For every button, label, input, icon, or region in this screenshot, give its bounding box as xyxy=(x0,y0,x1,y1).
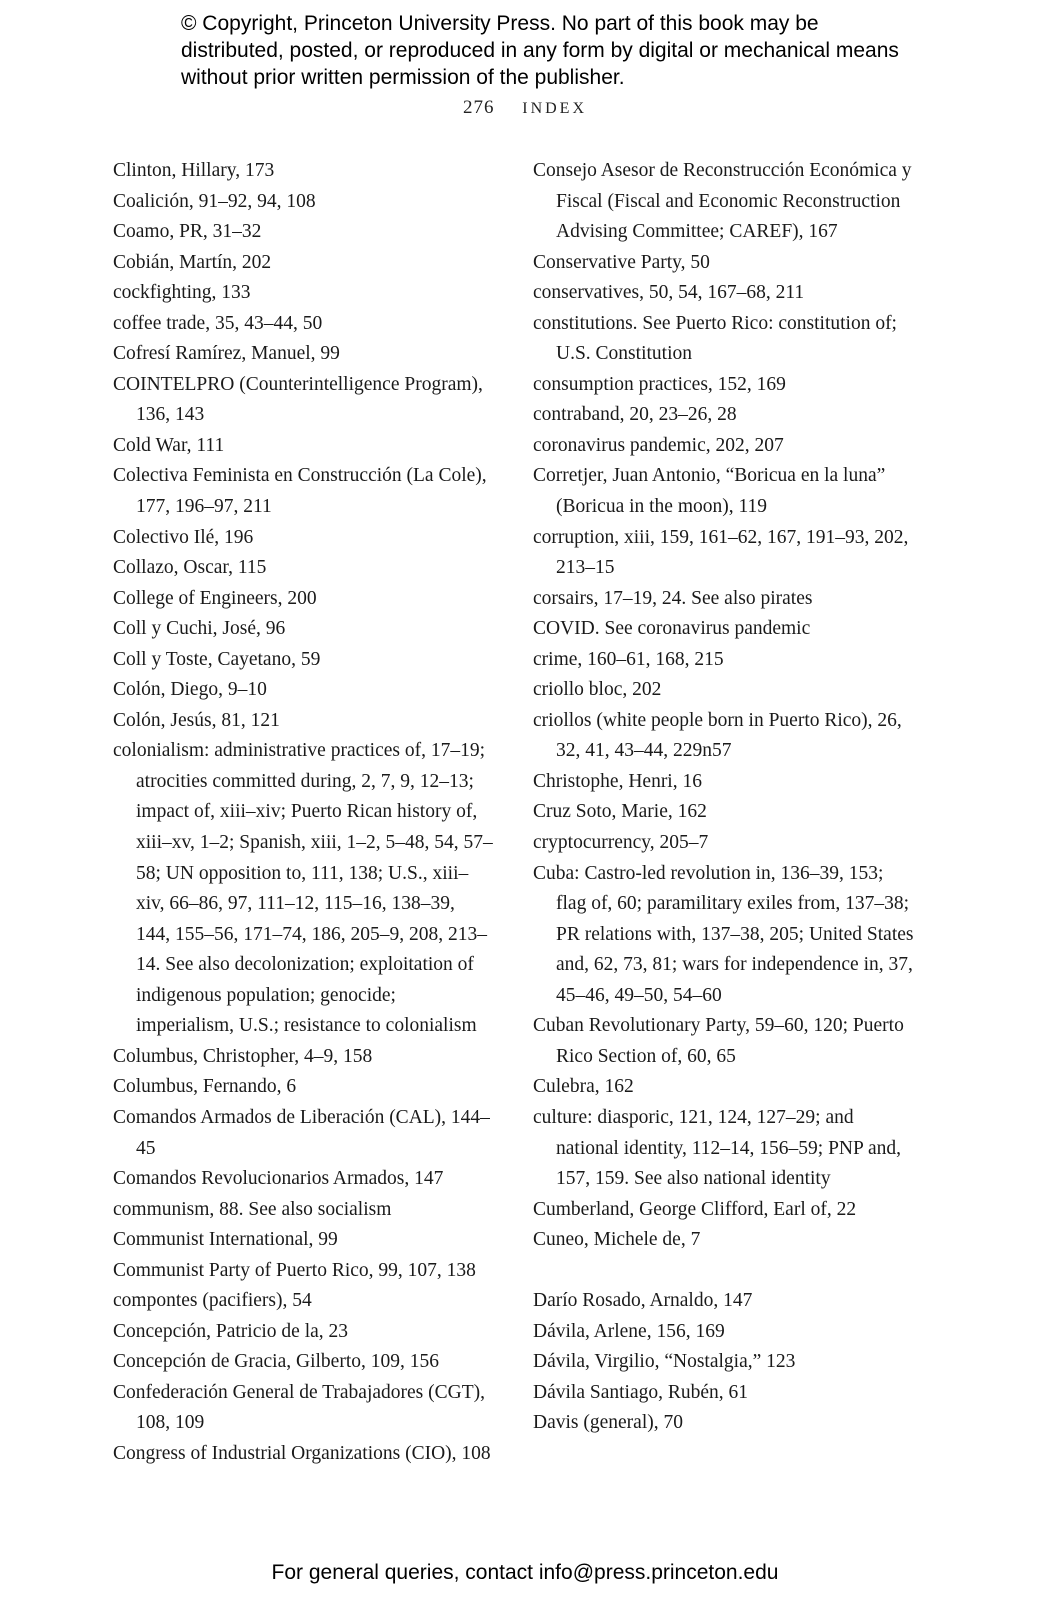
index-entry: Cofresí Ramírez, Manuel, 99 xyxy=(113,343,340,365)
index-entry: Cuba: Castro-led revolution in, 136–39, 153; flag of, 60; paramilitary exiles from, 137–38; PR relations with, 137–38, 205; United States and, 62, 73, 81; wars for independence in, 37, 45–46, 49–50, 54–60 xyxy=(533,862,914,1006)
index-entry: Concepción, Patricio de la, 23 xyxy=(113,1320,349,1342)
index-entry: College of Engineers, 200 xyxy=(113,587,317,609)
index-entry: Dávila, Virgilio, “Nostalgia,” 123 xyxy=(533,1351,796,1373)
index-entry: Colectiva Feminista en Construcción (La Cole), 177, 196–97, 211 xyxy=(113,465,487,518)
index-entry: colonialism: administrative practices of, 17–19; atrocities committed during, 2, 7, 9, 12–13; impact of, xiii–xiv; Puerto Rican history of, xiii–xv, 1–2; Spanish, xiii, 1–2, 5–48, 54, 57–58; UN opposition to, 111, 138; U.S., xiii–xiv, 66–86, 97, 111–12, 115–16, 138–39, 144, 155–56, 171–74, 186, 205–9, 208, 213–14. See also decolonization; exploitation of indigenous population; genocide; imperialism, U.S.; resistance to colonialism xyxy=(113,740,493,1037)
index-entry: corruption, xiii, 159, 161–62, 167, 191–93, 202, 213–15 xyxy=(533,526,909,579)
index-entry: Christophe, Henri, 16 xyxy=(533,770,702,792)
index-column-left xyxy=(113,156,493,1470)
index-column-right xyxy=(533,156,918,1439)
index-entry: Concepción de Gracia, Gilberto, 109, 156 xyxy=(113,1351,439,1373)
index-entry: Dávila Santiago, Rubén, 61 xyxy=(533,1381,749,1403)
index-entry: Cruz Soto, Marie, 162 xyxy=(533,801,707,823)
index-entry: COINTELPRO (Counterintelligence Program), 136, 143 xyxy=(113,373,483,426)
index-entry: constitutions. See Puerto Rico: constitution of; U.S. Constitution xyxy=(533,312,897,365)
index-entry: Collazo, Oscar, 115 xyxy=(113,557,267,579)
index-entry: cockfighting, 133 xyxy=(113,282,251,304)
index-entry: coronavirus pandemic, 202, 207 xyxy=(533,434,784,456)
index-entry: Dávila, Arlene, 156, 169 xyxy=(533,1320,725,1342)
index-entry: conservatives, 50, 54, 167–68, 211 xyxy=(533,282,805,304)
index-entry: contraband, 20, 23–26, 28 xyxy=(533,404,737,426)
index-entry: Coamo, PR, 31–32 xyxy=(113,221,262,243)
index-entry: Comandos Revolucionarios Armados, 147 xyxy=(113,1168,444,1190)
index-entry: Davis (general), 70 xyxy=(533,1412,683,1434)
index-entry: corsairs, 17–19, 24. See also pirates xyxy=(533,587,813,609)
index-entry: Clinton, Hillary, 173 xyxy=(113,160,275,181)
index-entry: Columbus, Fernando, 6 xyxy=(113,1076,297,1098)
index-entry: Darío Rosado, Arnaldo, 147 xyxy=(533,1290,753,1312)
index-entry: Cold War, 111 xyxy=(113,434,225,456)
index-entry: Communist Party of Puerto Rico, 99, 107, 138 xyxy=(113,1259,476,1281)
index-entry: criollo bloc, 202 xyxy=(533,679,662,701)
index-entry: consumption practices, 152, 169 xyxy=(533,373,786,395)
index-entry: Coll y Toste, Cayetano, 59 xyxy=(113,648,321,670)
running-head xyxy=(0,97,1050,119)
index-entry: Consejo Asesor de Reconstrucción Económica y Fiscal (Fiscal and Economic Reconstruction Advising Committee; CAREF), 167 xyxy=(533,160,912,243)
index-entry: compontes (pacifiers), 54 xyxy=(113,1290,312,1312)
index-entry: communism, 88. See also socialism xyxy=(113,1198,392,1220)
index-entry: Communist International, 99 xyxy=(113,1229,338,1251)
section-title: INDEX xyxy=(522,100,587,117)
index-entry: Corretjer, Juan Antonio, “Boricua en la luna” (Boricua in the moon), 119 xyxy=(533,465,886,518)
index-entry: crime, 160–61, 168, 215 xyxy=(533,648,724,670)
index-entry: Congress of Industrial Organizations (CIO), 108 xyxy=(113,1442,491,1464)
footer-contact: For general queries, contact info@press.princeton.edu xyxy=(271,1561,779,1584)
index-entry: Conservative Party, 50 xyxy=(533,251,710,273)
page-number: 276 xyxy=(462,97,495,118)
index-entry: Cobián, Martín, 202 xyxy=(113,251,272,273)
index-entry: Coll y Cuchi, José, 96 xyxy=(113,618,286,640)
index-entry: criollos (white people born in Puerto Rico), 26, 32, 41, 43–44, 229n57 xyxy=(533,709,902,762)
index-entry: cryptocurrency, 205–7 xyxy=(533,832,709,854)
index-entry: culture: diasporic, 121, 124, 127–29; and national identity, 112–14, 156–59; PNP and, 157, 159. See also national identity xyxy=(533,1106,902,1190)
index-entry: Coalición, 91–92, 94, 108 xyxy=(113,190,316,212)
index-entry: Cuban Revolutionary Party, 59–60, 120; Puerto Rico Section of, 60, 65 xyxy=(533,1015,904,1067)
index-entry: Colón, Diego, 9–10 xyxy=(113,679,267,701)
index-entry: Colectivo Ilé, 196 xyxy=(113,526,254,548)
index-entry: coffee trade, 35, 43–44, 50 xyxy=(113,312,323,334)
index-entry: Cumberland, George Clifford, Earl of, 22 xyxy=(533,1198,857,1220)
index-entry: Comandos Armados de Liberación (CAL), 144–45 xyxy=(113,1106,490,1159)
index-entry: Columbus, Christopher, 4–9, 158 xyxy=(113,1045,373,1067)
index-entry: Colón, Jesús, 81, 121 xyxy=(113,709,280,731)
index-entry: Culebra, 162 xyxy=(533,1076,634,1098)
index-entry: Cuneo, Michele de, 7 xyxy=(533,1229,701,1251)
index-entry: Confederación General de Trabajadores (CGT), 108, 109 xyxy=(113,1381,485,1434)
index-entry: COVID. See coronavirus pandemic xyxy=(533,618,811,640)
copyright-notice: © Copyright, Princeton University Press. No part of this book may be distributed, posted, or reproduced in any form by digital or mechanical means without prior written permission of the publisher. xyxy=(181,12,899,89)
